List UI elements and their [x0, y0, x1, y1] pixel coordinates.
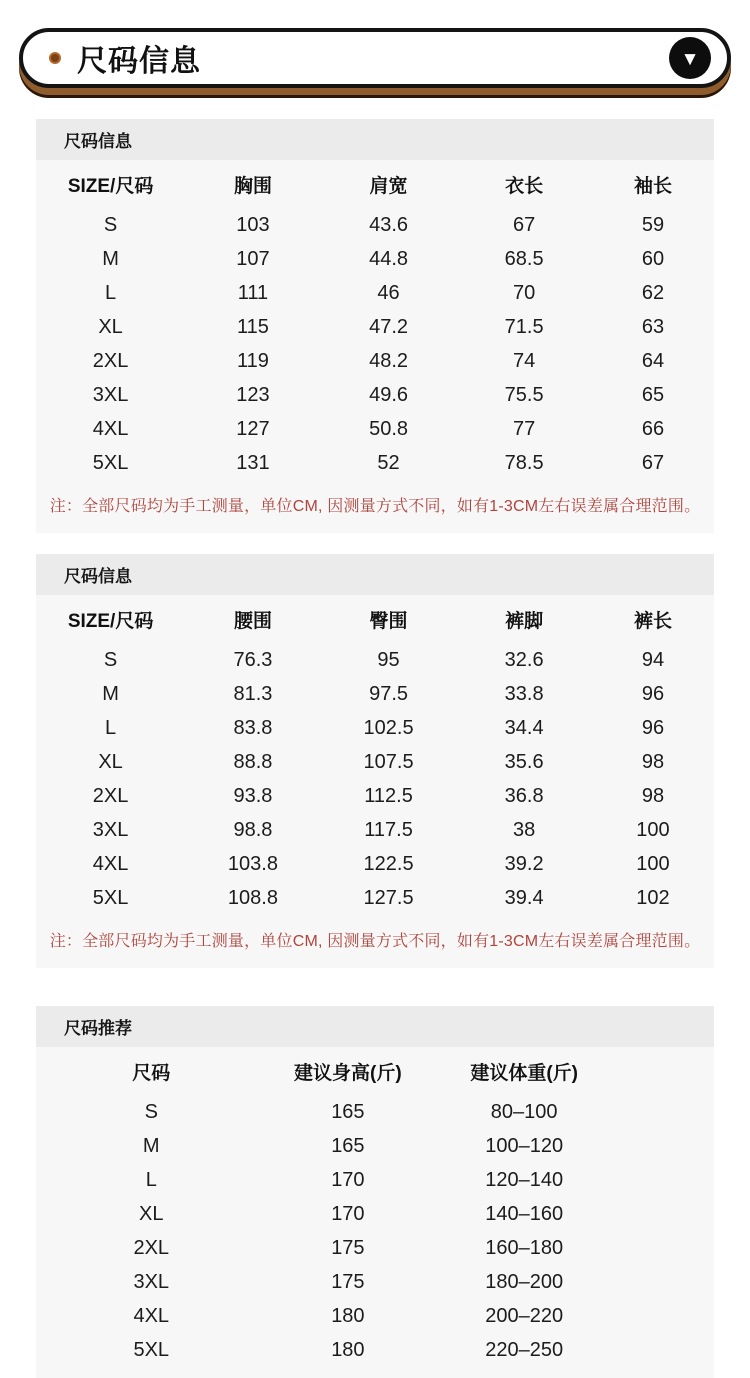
size-label: 4XL: [133, 1304, 170, 1327]
size-label: 5XL: [92, 886, 129, 909]
size-label: 3XL: [92, 383, 129, 406]
size-value: 100–120: [485, 1134, 564, 1157]
table-row: [36, 378, 714, 412]
size-value: 64: [641, 349, 665, 372]
size-value: 39.2: [504, 852, 544, 875]
size-label: M: [102, 247, 119, 270]
chevron-down-icon: ▼: [680, 48, 700, 70]
size-value: 111: [237, 281, 269, 304]
table-row: [36, 813, 714, 847]
size-value: 49.6: [369, 383, 409, 406]
collapse-toggle-button[interactable]: [669, 37, 711, 79]
size-table-panel-pants: [36, 554, 714, 968]
measurement-note: 注：全部尺码均为手工测量，单位CM, 因测量方式不同，如有1-3CM左右误差属合理范围。: [49, 498, 701, 515]
column-header: 裤脚: [505, 610, 544, 632]
size-label: S: [103, 213, 118, 236]
size-label: L: [105, 281, 117, 304]
size-label: 3XL: [133, 1270, 170, 1293]
size-value: 117.5: [364, 818, 413, 841]
size-label: 2XL: [92, 349, 129, 372]
column-header-row: [36, 160, 714, 208]
size-info-banner: [19, 28, 731, 88]
table-row: [36, 1197, 714, 1231]
column-header: 尺码: [132, 1062, 171, 1084]
size-label: L: [145, 1168, 157, 1191]
size-value: 75.5: [504, 383, 544, 406]
size-value: 67: [513, 213, 536, 236]
column-header: 肩宽: [369, 175, 408, 197]
size-value: 98: [641, 750, 665, 773]
size-value: 76.3: [233, 648, 273, 671]
table-row: [36, 711, 714, 745]
size-label: M: [142, 1134, 160, 1157]
size-label: M: [102, 682, 119, 705]
panel-title: 尺码信息: [36, 119, 714, 160]
size-label: 5XL: [92, 451, 129, 474]
size-value: 165: [331, 1100, 365, 1123]
table-row: [36, 1333, 714, 1367]
table-row: [36, 310, 714, 344]
size-value: 180: [331, 1304, 365, 1327]
size-table-top: [36, 160, 714, 480]
column-header: SIZE/尺码: [67, 610, 154, 632]
panel-title: 尺码信息: [36, 554, 714, 595]
size-value: 180–200: [485, 1270, 564, 1293]
table-row: [36, 208, 714, 242]
size-value: 34.4: [504, 716, 544, 739]
size-value: 220–250: [485, 1338, 564, 1361]
table-row: [36, 1095, 714, 1129]
size-value: 80–100: [490, 1100, 558, 1123]
size-value: 107: [236, 247, 270, 270]
size-label: XL: [139, 1202, 164, 1225]
size-value: 43.6: [369, 213, 409, 236]
column-header: 腰围: [233, 610, 272, 632]
measurement-note: 注：全部尺码均为手工测量，单位CM, 因测量方式不同，如有1-3CM左右误差属合理范围。: [49, 933, 701, 950]
banner-section: [0, 0, 750, 88]
size-value: 103: [236, 213, 270, 236]
size-value: 83.8: [233, 716, 273, 739]
size-value: 100: [636, 818, 670, 841]
size-value: 52: [377, 451, 400, 474]
size-value: 170: [331, 1202, 365, 1225]
size-label: S: [144, 1100, 158, 1123]
table-row: [36, 847, 714, 881]
table-row: [36, 276, 714, 310]
size-value: 59: [641, 213, 665, 236]
table-row: [36, 1265, 714, 1299]
size-label: S: [103, 648, 118, 671]
size-recommendation-panel: [36, 1006, 714, 1378]
size-value: 39.4: [504, 886, 544, 909]
size-value: 35.6: [504, 750, 544, 773]
size-value: 74: [513, 349, 536, 372]
column-header-row: [36, 595, 714, 643]
size-value: 180: [331, 1338, 365, 1361]
size-value: 96: [641, 682, 665, 705]
column-header: 臀围: [369, 610, 408, 632]
size-label: XL: [98, 750, 123, 773]
table-row: [36, 881, 714, 915]
size-table-panel-top: [36, 119, 714, 533]
table-row: [36, 344, 714, 378]
size-value: 119: [237, 349, 269, 372]
size-value: 62: [641, 281, 665, 304]
size-value: 93.8: [233, 784, 273, 807]
size-value: 98: [641, 784, 665, 807]
size-value: 44.8: [369, 247, 409, 270]
size-value: 175: [331, 1236, 365, 1259]
column-header: 袖长: [633, 175, 672, 197]
size-label: 4XL: [92, 852, 129, 875]
table-row: [36, 1299, 714, 1333]
size-label: 4XL: [92, 417, 129, 440]
column-header: 胸围: [233, 175, 272, 197]
size-value: 112.5: [364, 784, 413, 807]
bullet-dot-icon: [49, 52, 61, 64]
size-value: 103.8: [227, 852, 278, 875]
size-value: 102.5: [363, 716, 414, 739]
column-header: 裤长: [633, 610, 672, 632]
size-value: 63: [641, 315, 665, 338]
size-label: 5XL: [133, 1338, 170, 1361]
size-value: 122.5: [363, 852, 414, 875]
size-value: 33.8: [504, 682, 544, 705]
size-value: 88.8: [233, 750, 273, 773]
size-value: 127.5: [363, 886, 414, 909]
table-row: [36, 677, 714, 711]
table-row: [36, 745, 714, 779]
size-value: 71.5: [504, 315, 544, 338]
column-header: 建议体重(斤): [470, 1062, 578, 1084]
size-table-pants: [36, 595, 714, 915]
size-value: 68.5: [504, 247, 544, 270]
banner-title: 尺码信息: [77, 45, 201, 78]
size-value: 77: [513, 417, 536, 440]
size-recommendation-table: [36, 1047, 714, 1367]
size-value: 78.5: [504, 451, 544, 474]
size-value: 98.8: [233, 818, 273, 841]
panel-title: 尺码推荐: [36, 1006, 714, 1047]
size-value: 102: [636, 886, 670, 909]
size-value: 131: [236, 451, 270, 474]
table-row: [36, 1129, 714, 1163]
column-header: 建议身高(斤): [294, 1062, 402, 1084]
size-value: 170: [331, 1168, 365, 1191]
size-value: 60: [641, 247, 665, 270]
table-row: [36, 1163, 714, 1197]
size-value: 47.2: [369, 315, 409, 338]
size-value: 32.6: [504, 648, 544, 671]
size-value: 160–180: [485, 1236, 564, 1259]
size-value: 107.5: [363, 750, 414, 773]
size-value: 48.2: [369, 349, 409, 372]
size-value: 95: [377, 648, 400, 671]
size-value: 46: [377, 281, 400, 304]
size-value: 115: [237, 315, 269, 338]
size-label: L: [105, 716, 117, 739]
size-label: XL: [98, 315, 123, 338]
size-value: 175: [331, 1270, 365, 1293]
size-value: 50.8: [369, 417, 409, 440]
size-value: 120–140: [485, 1168, 564, 1191]
table-row: [36, 242, 714, 276]
table-row: [36, 643, 714, 677]
column-header: 衣长: [505, 175, 544, 197]
column-header: SIZE/尺码: [67, 175, 154, 197]
size-value: 97.5: [369, 682, 409, 705]
size-value: 108.8: [227, 886, 278, 909]
size-value: 100: [636, 852, 670, 875]
size-label: 2XL: [92, 784, 129, 807]
column-header-row: [36, 1047, 714, 1095]
size-value: 38: [513, 818, 536, 841]
table-row: [36, 412, 714, 446]
size-value: 140–160: [485, 1202, 564, 1225]
table-row: [36, 779, 714, 813]
size-value: 127: [236, 417, 270, 440]
size-label: 3XL: [92, 818, 129, 841]
size-value: 123: [236, 383, 270, 406]
table-row: [36, 1231, 714, 1265]
size-value: 65: [641, 383, 665, 406]
size-value: 94: [641, 648, 665, 671]
size-label: 2XL: [133, 1236, 170, 1259]
size-value: 165: [331, 1134, 365, 1157]
size-value: 36.8: [504, 784, 544, 807]
size-value: 70: [513, 281, 536, 304]
size-value: 96: [641, 716, 665, 739]
size-value: 200–220: [485, 1304, 564, 1327]
size-value: 81.3: [233, 682, 273, 705]
size-value: 66: [641, 417, 665, 440]
size-value: 67: [641, 451, 665, 474]
table-row: [36, 446, 714, 480]
